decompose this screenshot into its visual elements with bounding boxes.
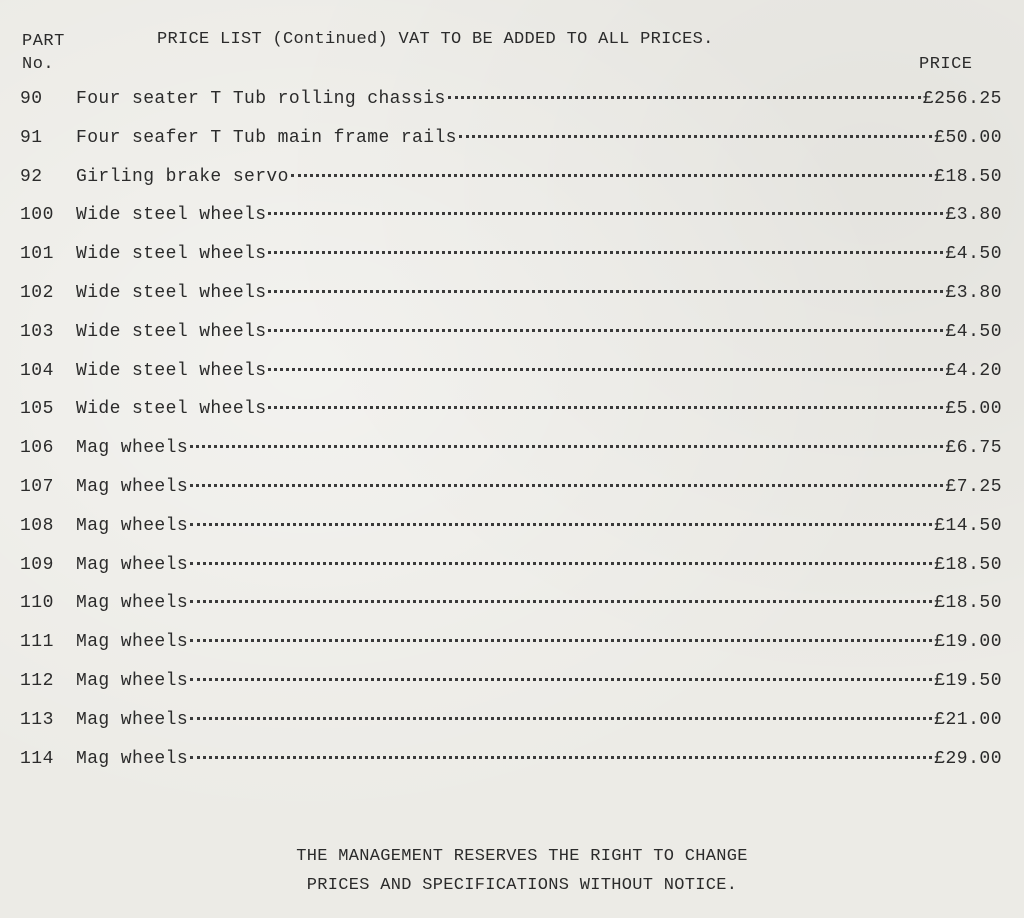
part-number: 91	[20, 127, 43, 148]
item-description: Wide steel wheels	[76, 399, 267, 420]
item-price: £7.25	[945, 476, 1002, 497]
list-item	[20, 128, 1002, 167]
part-number: 107	[20, 476, 54, 497]
part-column-header	[22, 30, 65, 76]
part-number-label: No.	[22, 55, 55, 74]
footer-line-2: PRICES AND SPECIFICATIONS WITHOUT NOTICE.	[306, 876, 738, 895]
dot-leader	[268, 329, 943, 332]
item-price: £29.00	[934, 748, 1002, 769]
part-number: 103	[20, 321, 54, 342]
price-column-header: PRICE	[919, 55, 973, 74]
item-description: Four seafer T Tub main frame rails	[76, 127, 457, 148]
dot-leader	[448, 96, 921, 99]
dot-leader	[268, 290, 943, 293]
item-price: £3.80	[945, 205, 1002, 226]
dot-leader	[190, 484, 943, 487]
item-description: Mag wheels	[76, 476, 189, 497]
part-number: 106	[20, 438, 54, 459]
part-number: 92	[20, 166, 43, 187]
list-item	[20, 438, 1002, 477]
part-label: PART	[22, 32, 65, 51]
item-description: Wide steel wheels	[76, 360, 267, 381]
part-number: 100	[20, 205, 54, 226]
item-price: £5.00	[945, 399, 1002, 420]
item-price: £18.50	[934, 166, 1002, 187]
dot-leader	[459, 135, 932, 138]
dot-leader	[190, 445, 943, 448]
item-price: £256.25	[922, 89, 1002, 109]
dot-leader	[190, 639, 932, 642]
item-description: Wide steel wheels	[76, 205, 267, 226]
part-number: 112	[20, 670, 54, 691]
list-item	[20, 593, 1002, 632]
item-price: £21.00	[934, 709, 1002, 730]
part-number: 105	[20, 399, 54, 420]
part-number: 109	[20, 554, 54, 575]
list-item	[20, 516, 1002, 555]
item-price: £18.50	[934, 554, 1002, 575]
list-item	[20, 322, 1002, 361]
price-list-table	[20, 89, 1002, 787]
part-number: 102	[20, 282, 54, 303]
list-item	[20, 555, 1002, 594]
part-number: 104	[20, 360, 54, 381]
part-number: 113	[20, 709, 54, 730]
list-item	[20, 361, 1002, 400]
dot-leader	[291, 174, 932, 177]
list-item	[20, 399, 1002, 438]
item-price: £19.00	[934, 632, 1002, 653]
dot-leader	[190, 562, 932, 565]
item-price: £19.50	[934, 670, 1002, 691]
dot-leader	[190, 600, 932, 603]
dot-leader	[190, 756, 932, 759]
item-price: £14.50	[934, 515, 1002, 536]
dot-leader	[190, 523, 932, 526]
item-description: Wide steel wheels	[76, 321, 267, 342]
list-item	[20, 283, 1002, 322]
list-item	[20, 244, 1002, 283]
item-description: Mag wheels	[76, 515, 189, 536]
list-item	[20, 89, 1002, 128]
item-description: Mag wheels	[76, 554, 189, 575]
item-description: Mag wheels	[76, 709, 189, 730]
item-description: Wide steel wheels	[76, 282, 267, 303]
item-price: £18.50	[934, 593, 1002, 614]
item-description: Wide steel wheels	[76, 244, 267, 265]
page-title: PRICE LIST (Continued) VAT TO BE ADDED TO ALL PRICES.	[157, 30, 714, 49]
dot-leader	[268, 212, 943, 215]
part-number: 114	[20, 748, 54, 769]
item-price: £3.80	[945, 282, 1002, 303]
part-number: 101	[20, 244, 54, 265]
list-item	[20, 671, 1002, 710]
part-number: 90	[20, 89, 43, 109]
item-description: Mag wheels	[76, 593, 189, 614]
item-description: Mag wheels	[76, 438, 189, 459]
item-price: £4.50	[945, 244, 1002, 265]
item-description: Mag wheels	[76, 748, 189, 769]
item-description: Four seater T Tub rolling chassis	[76, 89, 446, 109]
dot-leader	[190, 678, 932, 681]
item-description: Mag wheels	[76, 670, 189, 691]
item-description: Mag wheels	[76, 632, 189, 653]
part-number: 111	[20, 632, 54, 653]
dot-leader	[190, 717, 932, 720]
part-number: 110	[20, 593, 54, 614]
list-item	[20, 167, 1002, 206]
list-item	[20, 749, 1002, 788]
footer-line-1: THE MANAGEMENT RESERVES THE RIGHT TO CHANGE	[296, 847, 748, 866]
list-item	[20, 477, 1002, 516]
footer-notice	[0, 842, 1024, 900]
item-price: £50.00	[934, 127, 1002, 148]
dot-leader	[268, 406, 943, 409]
list-item	[20, 710, 1002, 749]
list-item	[20, 632, 1002, 671]
list-item	[20, 205, 1002, 244]
item-price: £4.50	[945, 321, 1002, 342]
part-number: 108	[20, 515, 54, 536]
item-price: £4.20	[945, 360, 1002, 381]
dot-leader	[268, 251, 943, 254]
item-price: £6.75	[945, 438, 1002, 459]
dot-leader	[268, 368, 943, 371]
item-description: Girling brake servo	[76, 166, 289, 187]
